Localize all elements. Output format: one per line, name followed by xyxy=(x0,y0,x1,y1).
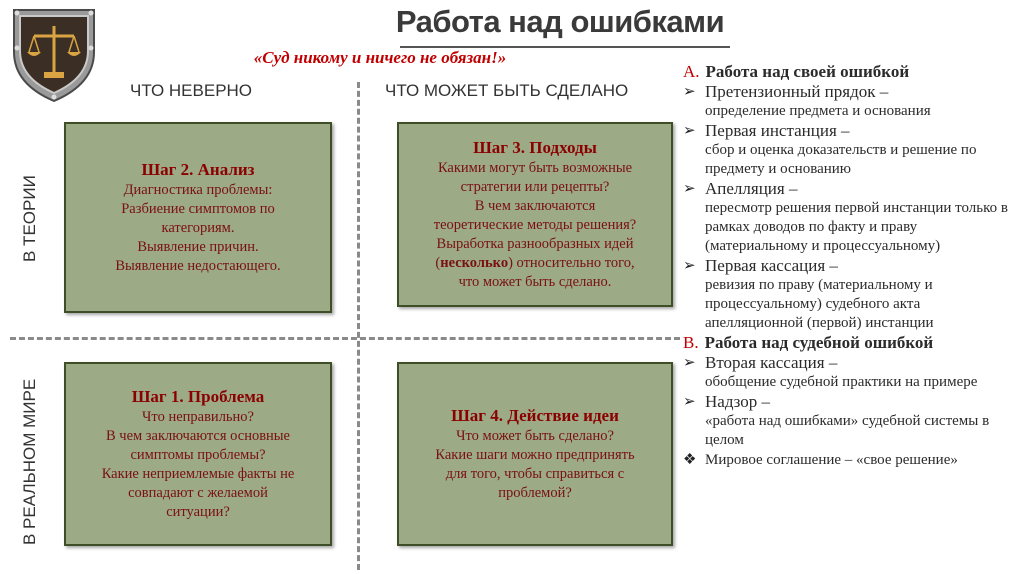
row-header-theory: В ТЕОРИИ xyxy=(20,175,39,262)
step4-action-box xyxy=(397,362,673,546)
section-a-heading: A. Работа над своей ошибкой xyxy=(683,62,910,81)
list-item: ➢ Вторая кассация – xyxy=(683,353,838,372)
list-item-final: ❖ Мировое соглашение – «свое решение» xyxy=(683,452,958,468)
step3-line: теоретические методы решения? xyxy=(433,217,637,233)
section-b-heading: B. Работа над судебной ошибкой xyxy=(683,333,934,352)
step2-line: Выявление причин. xyxy=(137,239,259,255)
arrow-bullet-icon: ➢ xyxy=(683,181,696,197)
step3-line: В чем заключаются xyxy=(474,198,596,214)
step2-title: Шаг 2. Анализ xyxy=(141,160,255,179)
list-item-desc: «работа над ошибками» судебной системы в целом xyxy=(705,413,990,448)
step1-line: ситуации? xyxy=(166,504,230,520)
list-item-desc: пересмотр решения первой инстанции только в рамках доводов по факту и праву (материальному и процессуальному) xyxy=(705,200,1008,254)
column-header-wrong: ЧТО НЕВЕРНО xyxy=(130,81,253,100)
list-item: ➢ Первая кассация – xyxy=(683,256,838,275)
step4-line: Какие шаги можно предпринять xyxy=(435,447,635,463)
arrow-bullet-icon: ➢ xyxy=(683,394,696,410)
court-stages-list xyxy=(683,62,1021,470)
list-item: ➢ Надзор – xyxy=(683,392,771,411)
list-item-desc: сбор и оценка доказательств и решение по предмету и основанию xyxy=(705,142,977,177)
arrow-bullet-icon: ➢ xyxy=(683,123,696,139)
step2-line: Выявление недостающего. xyxy=(115,258,281,274)
step2-analysis-box xyxy=(64,122,332,313)
step3-line: Какими могут быть возможные xyxy=(437,160,633,176)
step3-line: Выработка разнообразных идей xyxy=(436,236,634,252)
step1-title: Шаг 1. Проблема xyxy=(131,387,265,406)
step3-title: Шаг 3. Подходы xyxy=(473,138,597,157)
step3-line-with-bold: (несколько) относительно того, xyxy=(435,255,635,271)
arrow-bullet-icon: ➢ xyxy=(683,258,696,274)
column-header-can-do: ЧТО МОЖЕТ БЫТЬ СДЕЛАНО xyxy=(385,81,629,100)
step3-approaches-box xyxy=(397,122,673,307)
list-item-desc: обобщение судебной практики на примере xyxy=(705,374,978,390)
step3-line: стратегии или рецепты? xyxy=(460,179,610,195)
step4-line: Что может быть сделано? xyxy=(456,428,614,444)
step2-line: категориям. xyxy=(161,220,235,236)
horizontal-divider xyxy=(10,337,680,340)
arrow-bullet-icon: ➢ xyxy=(683,355,696,371)
step1-line: В чем заключаются основные xyxy=(105,428,290,444)
subtitle-quote: «Суд никому и ничего не обязан!» xyxy=(253,48,507,67)
step3-line: что может быть сделано. xyxy=(458,274,612,290)
step4-line: проблемой? xyxy=(498,485,572,501)
list-item: ➢ Первая инстанция – xyxy=(683,121,850,140)
step1-line: симптомы проблемы? xyxy=(130,447,266,463)
step1-problem-box xyxy=(64,362,332,546)
list-item: ➢ Апелляция – xyxy=(683,179,798,198)
vertical-divider xyxy=(357,82,360,570)
court-shield-logo xyxy=(8,4,100,104)
step4-line: для того, чтобы справиться с xyxy=(445,466,625,482)
row-header-real-world: В РЕАЛЬНОМ МИРЕ xyxy=(20,378,39,545)
list-item: ➢ Претензионный прядок – xyxy=(683,82,889,101)
arrow-bullet-icon: ➢ xyxy=(683,84,696,100)
step1-line: Что неправильно? xyxy=(142,409,254,425)
list-item-desc: ревизия по праву (материальному и процессуальному) судебного акта апелляционной (первой) инстанции xyxy=(705,277,934,331)
step4-title: Шаг 4. Действие идеи xyxy=(451,406,619,425)
step1-line: Какие неприемлемые факты не xyxy=(101,466,295,482)
step2-line: Диагностика проблемы: xyxy=(123,182,273,198)
step1-line: совпадают с желаемой xyxy=(128,485,268,501)
diamond-bullet-icon: ❖ xyxy=(683,452,697,468)
step3-bold-word: несколько xyxy=(440,255,509,271)
step2-line: Разбиение симптомов по xyxy=(121,201,275,217)
list-item-desc: определение предмета и основания xyxy=(705,103,931,119)
page-title: Работа над ошибками xyxy=(395,4,725,39)
